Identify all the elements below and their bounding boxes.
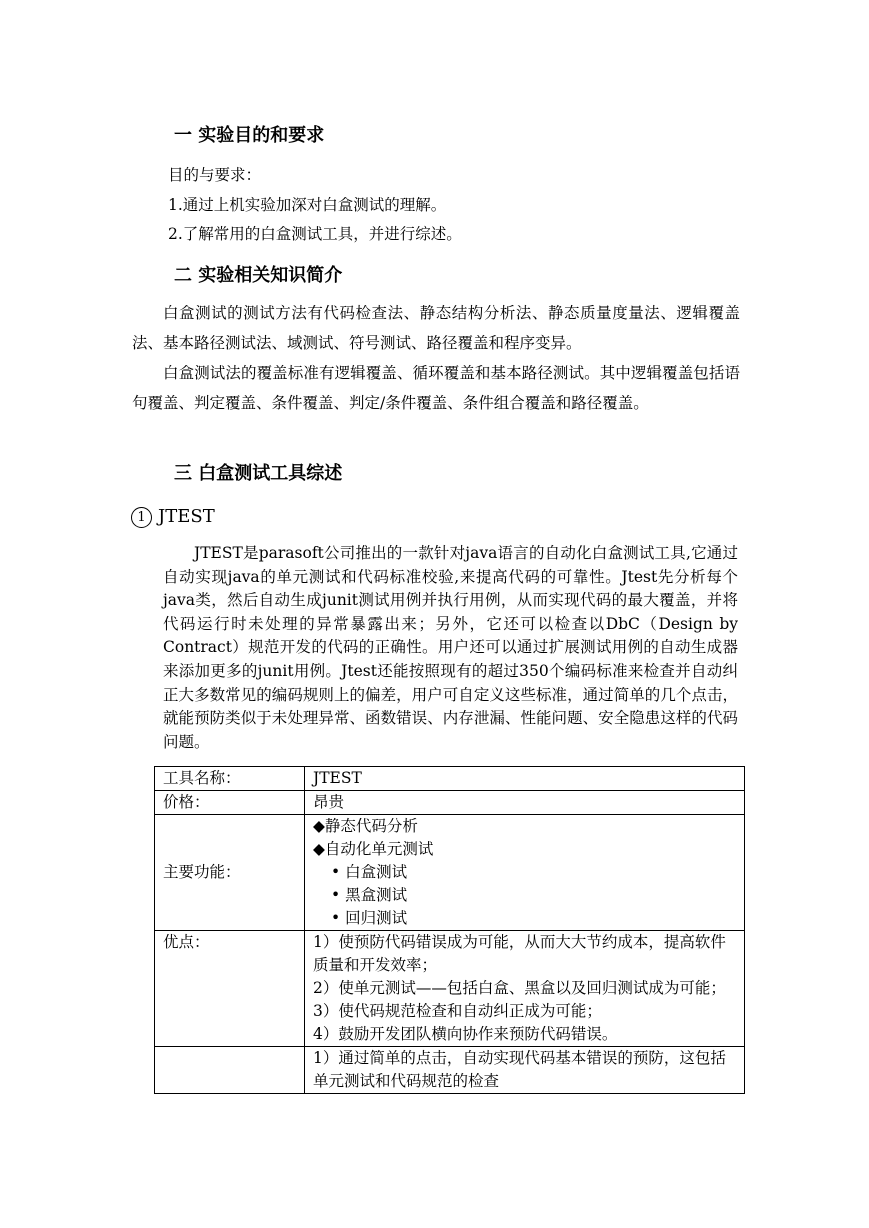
goal-item-2: 2.了解常用的白盒测试工具，并进行综述。 [168,225,462,243]
table-row [155,791,745,815]
section-1-heading: 一 实验目的和要求 [174,125,325,146]
tool-number: 1 [131,507,152,528]
function-subitem: • 黑盒测试 [331,886,408,904]
tool-description: JTEST是parasoft公司推出的一款针对java语言的自动化白盒测试工具,它通过自动实现java的单元测试和代码标准校验,来提高代码的可靠性。Jtest先分析每个java类，然后自动生成junit测试用例并执行用例，从而实现代码的最大覆盖，并将代码运行时未处理的异常暴露出来；另外，它还可以检查以DbC（Design by Contract）规范开发的代码的正确性。用户还可以通过扩展测试用例的自动生成器来添加更多的junit用例。Jtest还能按照现有的超过350个编码标准来检查并自动纠正大多数常见的编码规则上的偏差，用户可自定义这些标准，通过简单的几个点击，就能预防类似于未处理异常、函数错误、内存泄漏、性能问题、安全隐患这样的代码问题。 [163,544,738,751]
last-row-label [155,1047,305,1094]
tool-name: JTEST [158,506,215,527]
goal-intro: 目的与要求： [168,166,262,184]
advantage-item: 2）使单元测试——包括白盒、黑盒以及回归测试成为可能； [313,979,726,997]
advantages-list [305,931,745,1047]
last-row-value: 1）通过简单的点击，自动实现代码基本错误的预防，这包括单元测试和代码规范的检查 [305,1047,745,1094]
section-2-heading: 二 实验相关知识简介 [174,265,343,286]
function-subitem: • 白盒测试 [331,863,408,881]
name-value: JTEST [305,767,745,791]
goal-item-1: 1.通过上机实验加深对白盒测试的理解。 [168,196,447,214]
table-row [155,815,745,931]
name-label: 工具名称： [155,767,305,791]
price-label: 价格： [155,791,305,815]
function-label: 主要功能： [155,815,305,931]
function-item: ◆自动化单元测试 [313,840,434,858]
section-3-heading: 三 白盒测试工具综述 [174,463,343,484]
advantages-label: 优点： [155,931,305,1047]
advantage-item: 3）使代码规范检查和自动纠正成为可能； [313,1002,602,1020]
knowledge-paragraph-1: 白盒测试的测试方法有代码检查法、静态结构分析法、静态质量度量法、逻辑覆盖法、基本路径测试法、域测试、符号测试、路径覆盖和程序变异。 [132,304,740,352]
function-item: ◆静态代码分析 [313,817,418,835]
price-value: 昂贵 [305,791,745,815]
tool-title [131,505,215,529]
advantage-item: 1）使预防代码错误成为可能，从而大大节约成本，提高软件质量和开发效率； [313,933,726,974]
knowledge-paragraph-2: 白盒测试法的覆盖标准有逻辑覆盖、循环覆盖和基本路径测试。其中逻辑覆盖包括语句覆盖、判定覆盖、条件覆盖、判定/条件覆盖、条件组合覆盖和路径覆盖。 [132,364,740,412]
table-row [155,767,745,791]
advantage-item: 4）鼓励开发团队横向协作来预防代码错误。 [313,1025,618,1043]
tool-info-table [154,766,745,1094]
table-row [155,1047,745,1094]
table-row [155,931,745,1047]
function-subitem: • 回归测试 [331,909,408,927]
function-list [305,815,745,931]
